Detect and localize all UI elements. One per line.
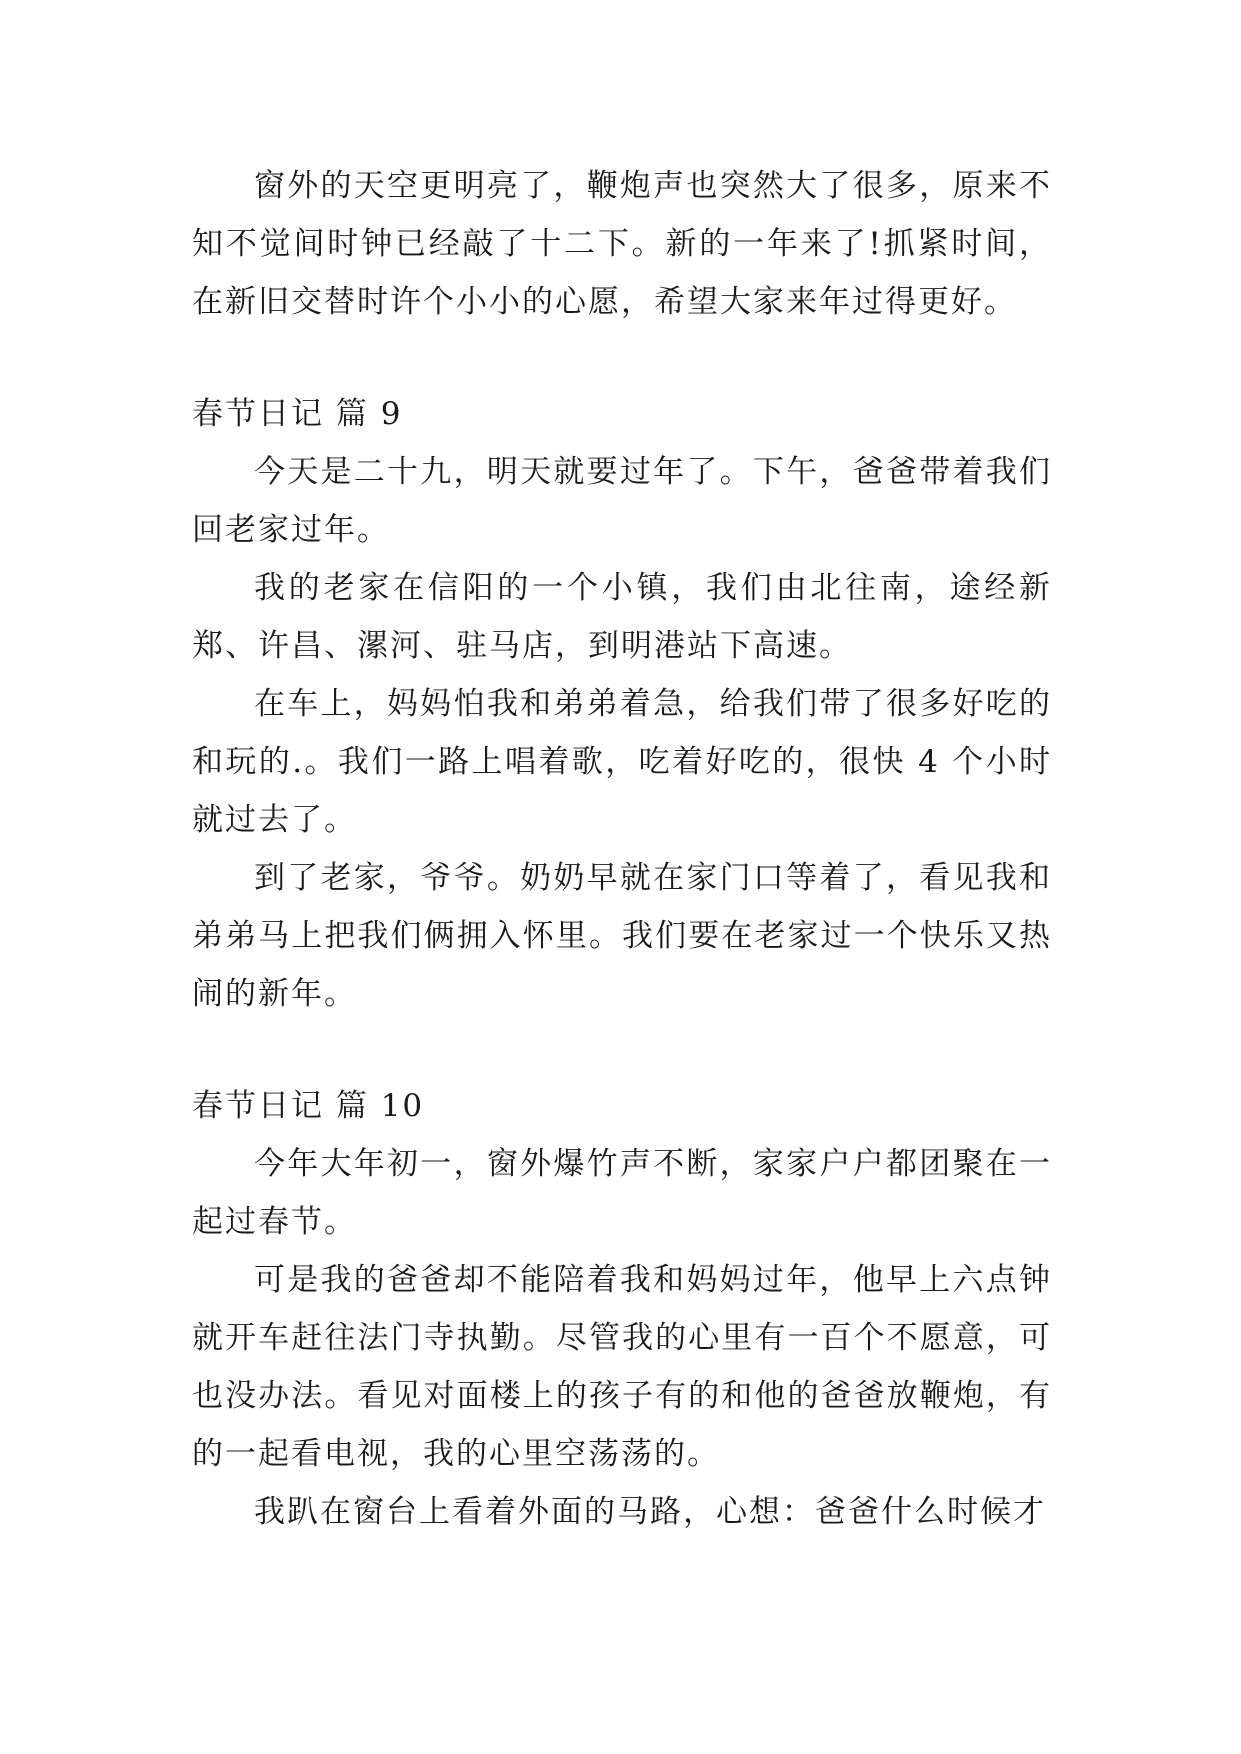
paragraph: 在车上，妈妈怕我和弟弟着急，给我们带了很多好吃的和玩的.。我们一路上唱着歌，吃着好吃的，很快 4 个小时就过去了。 <box>192 686 1052 838</box>
section-gap <box>192 331 1052 385</box>
paragraph: 我趴在窗台上看着外面的马路，心想：爸爸什么时候才 <box>254 1494 1046 1530</box>
paragraph: 我的老家在信阳的一个小镇，我们由北往南，途经新郑、许昌、漯河、驻马店，到明港站下高速。 <box>192 570 1052 664</box>
section-heading-10: 春节日记 篇 10 <box>192 1088 425 1124</box>
section-heading-9: 春节日记 篇 9 <box>192 396 403 432</box>
section-gap <box>192 1023 1052 1077</box>
paragraph: 可是我的爸爸却不能陪着我和妈妈过年，他早上六点钟就开车赶往法门寺执勤。尽管我的心里有一百个不愿意，可也没办法。看见对面楼上的孩子有的和他的爸爸放鞭炮，有的一起看电视，我的心里空荡荡的。 <box>192 1262 1052 1472</box>
paragraph: 到了老家，爷爷。奶奶早就在家门口等着了，看见我和弟弟马上把我们俩拥入怀里。我们要在老家过一个快乐又热闹的新年。 <box>192 860 1052 1012</box>
paragraph: 今天是二十九，明天就要过年了。下午，爸爸带着我们回老家过年。 <box>192 454 1052 548</box>
document-body <box>192 157 1052 1541</box>
paragraph: 今年大年初一，窗外爆竹声不断，家家户户都团聚在一起过春节。 <box>192 1146 1052 1240</box>
paragraph: 窗外的天空更明亮了，鞭炮声也突然大了很多，原来不知不觉间时钟已经敲了十二下。新的一年来了!抓紧时间，在新旧交替时许个小小的心愿，希望大家来年过得更好。 <box>192 168 1052 320</box>
